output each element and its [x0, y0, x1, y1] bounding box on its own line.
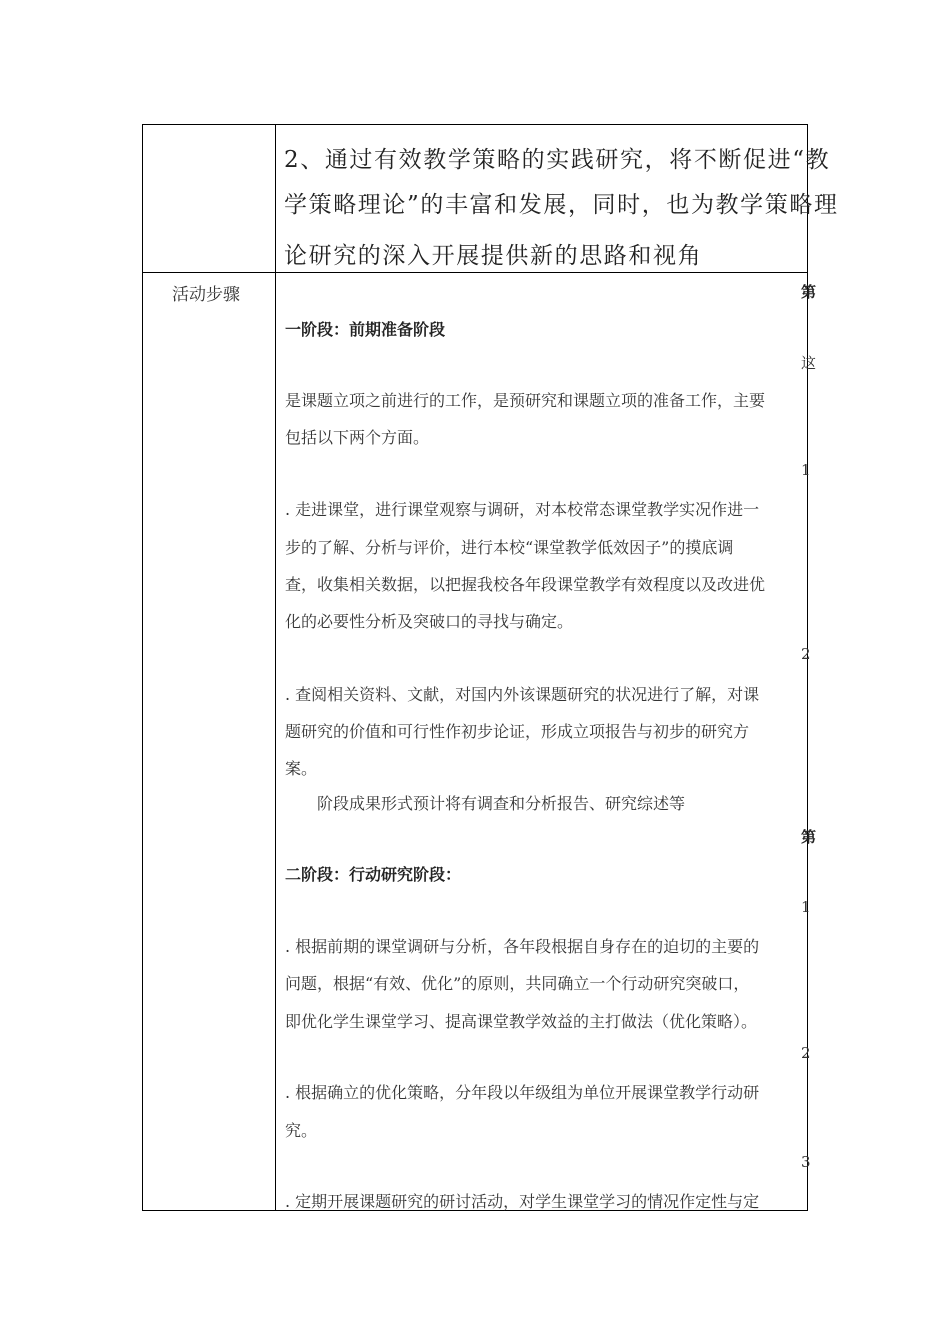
stage2-item1-line-3: 即优化学生课堂学习、提高课堂教学效益的主打做法（优化策略）。 — [285, 1012, 758, 1031]
margin-char-5: 第 — [801, 828, 817, 846]
stage1-item1-line-3: 查，收集相关数据，以把握我校各年段课堂教学有效程度以及改进优 — [285, 575, 766, 594]
stage1-item1-line-4: 化的必要性分析及突破口的寻找与确定。 — [285, 612, 574, 631]
stage2-item3-line-1: . 定期开展课题研究的研讨活动，对学生课堂学习的情况作定性与定 — [285, 1192, 760, 1211]
table-column-divider — [275, 124, 276, 1211]
stage1-item1-line-2: 步的了解、分析与评价，进行本校“课堂教学低效因子”的摸底调 — [285, 538, 734, 557]
stage2-heading: 二阶段：行动研究阶段： — [285, 865, 462, 884]
margin-char-4: 2 — [801, 645, 811, 663]
stage1-item2-line-3: 案。 — [285, 759, 318, 778]
margin-char-3: 1 — [801, 461, 811, 479]
margin-char-1: 第 — [801, 283, 817, 301]
margin-char-6: 1 — [801, 898, 811, 916]
stage2-item1-line-2: 问题，根据“有效、优化”的原则，共同确立一个行动研究突破口， — [285, 974, 750, 993]
margin-char-7: 2 — [801, 1044, 811, 1062]
row1-line-3: 论研究的深入开展提供新的思路和视角 — [284, 243, 703, 269]
row1-line-2: 学策略理论”的丰富和发展，同时，也为教学策略理 — [284, 192, 839, 218]
stage1-result: 阶段成果形式预计将有调查和分析报告、研究综述等 — [317, 794, 686, 813]
stage2-item2-line-1: . 根据确立的优化策略，分年段以年级组为单位开展课堂教学行动研 — [285, 1083, 760, 1102]
row1-line-1: 2、通过有效教学策略的实践研究，将不断促进“教 — [284, 147, 831, 173]
margin-char-8: 3 — [801, 1153, 811, 1171]
row2-label: 活动步骤 — [172, 285, 240, 305]
table-border-top — [142, 124, 808, 125]
stage1-item2-line-1: . 查阅相关资料、文献，对国内外该课题研究的状况进行了解，对课 — [285, 685, 760, 704]
stage1-heading: 一阶段：前期准备阶段 — [285, 320, 446, 339]
stage1-intro-line-2: 包括以下两个方面。 — [285, 428, 430, 447]
stage2-item1-line-1: . 根据前期的课堂调研与分析，各年段根据自身存在的迫切的主要的 — [285, 937, 760, 956]
margin-char-2: 这 — [801, 354, 817, 372]
table-border-left — [142, 124, 143, 1211]
stage1-item2-line-2: 题研究的价值和可行性作初步论证，形成立项报告与初步的研究方 — [285, 722, 750, 741]
stage1-item1-line-1: . 走进课堂，进行课堂观察与调研，对本校常态课堂教学实况作进一 — [285, 500, 760, 519]
stage2-item2-line-2: 究。 — [285, 1121, 318, 1140]
table-row-divider — [142, 272, 808, 273]
document-table — [142, 124, 808, 1211]
stage1-intro-line-1: 是课题立项之前进行的工作，是预研究和课题立项的准备工作，主要 — [285, 391, 766, 410]
